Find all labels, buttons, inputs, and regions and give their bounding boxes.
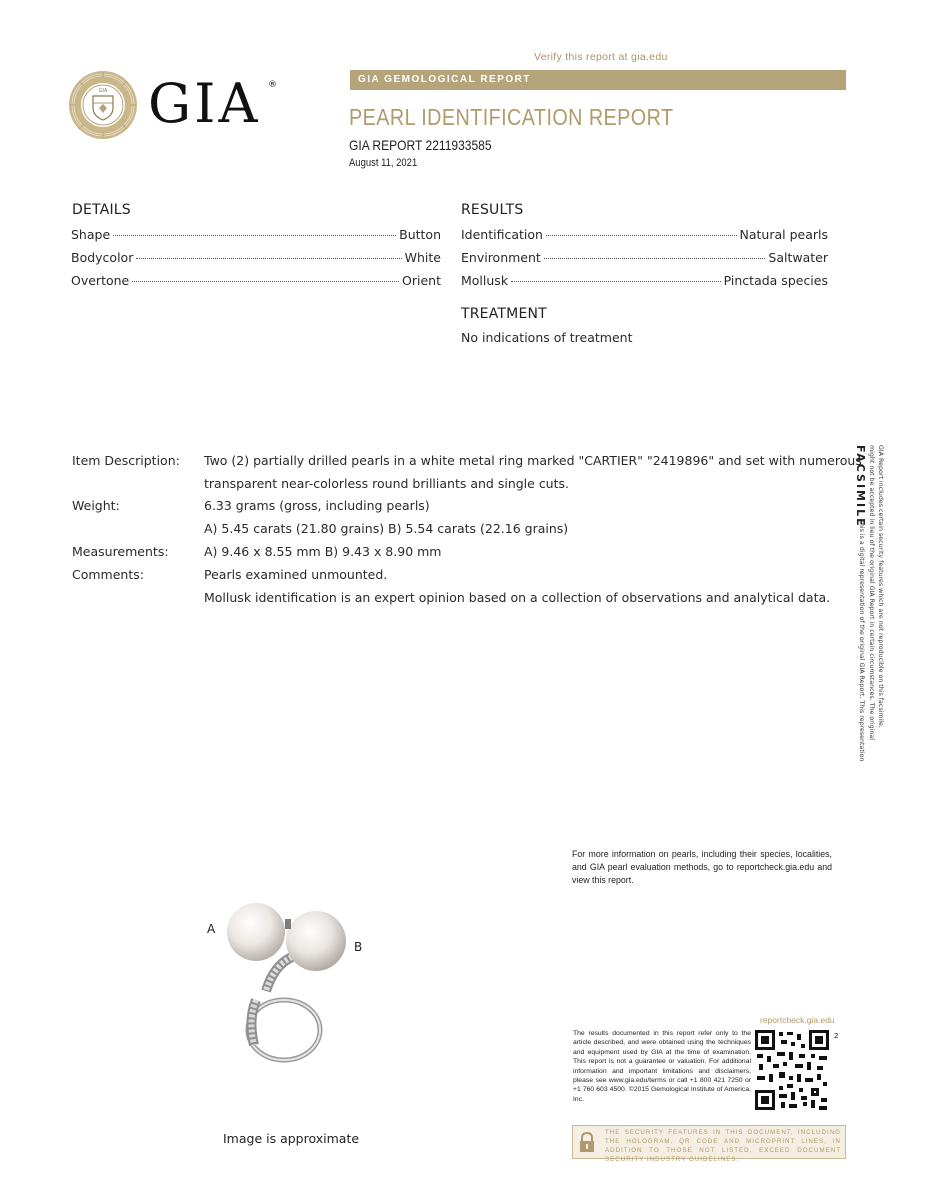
results-value: Pinctada species xyxy=(723,273,828,288)
results-label: Identification xyxy=(461,227,543,242)
verify-link[interactable]: Verify this report at gia.edu xyxy=(534,51,668,63)
disclaimer-text: The results documented in this report refer only to the article described, and were obtained using the techniques and equipment used by GIA at the time of examination. This report is not a guarantee or valuation. For additional information and important limitations and disclaimers, please see www.gia.edu/terms or call +1 800 421 7250 or +1 760 603 4500. ©2015 Gemological Institute of America, Inc. xyxy=(573,1030,751,1103)
report-number: GIA REPORT 2211933585 xyxy=(349,137,492,153)
report-band-text: GIA GEMOLOGICAL REPORT xyxy=(358,74,532,85)
weight-label: Weight: xyxy=(72,498,120,513)
more-info-text: For more information on pearls, including their species, localities, and GIA pearl evaluation methods, go to reportcheck.gia.edu and view this report. xyxy=(572,849,832,885)
weight-value: 6.33 grams (gross, including pearls) xyxy=(204,498,430,513)
results-label: Mollusk xyxy=(461,273,509,288)
dot-leader xyxy=(546,235,737,236)
dot-leader xyxy=(132,281,399,282)
gia-seal-icon xyxy=(68,70,138,140)
details-value: Button xyxy=(399,227,441,242)
gia-logo-text: GIA xyxy=(148,72,261,135)
ring-photo xyxy=(196,895,376,1070)
facsimile-line: GIA Report includes certain security features which are not reproducible on this facsimile. xyxy=(877,445,884,728)
report-date: August 11, 2021 xyxy=(349,157,418,169)
treatment-text: No indications of treatment xyxy=(461,330,633,345)
details-label: Shape xyxy=(71,227,111,242)
security-text: THE SECURITY FEATURES IN THIS DOCUMENT, INCLUDING THE HOLOGRAM, QR CODE AND MICROPRINT LINES, IN ADDITION TO THOSE NOT LISTED, EXCEED DOCUMENT SECURITY INDUSTRY GUIDELINES. xyxy=(605,1129,841,1163)
comments-value: Mollusk identification is an expert opinion based on a collection of observations and analytical data. xyxy=(204,590,831,605)
dot-leader xyxy=(113,235,396,236)
results-table xyxy=(461,227,828,296)
details-value: White xyxy=(404,250,441,265)
results-row xyxy=(461,227,828,250)
details-label: Bodycolor xyxy=(71,250,134,265)
results-row xyxy=(461,273,828,296)
pearl-b-label: B xyxy=(354,940,363,954)
details-label: Overtone xyxy=(71,273,130,288)
seal-text: GIA xyxy=(98,88,108,94)
dot-leader xyxy=(136,258,401,259)
pearl-b xyxy=(286,911,346,971)
item-description-line: transparent near-colorless round brilliants and single cuts. xyxy=(204,476,569,491)
pearl-a xyxy=(227,903,285,961)
details-row xyxy=(71,227,441,250)
treatment-heading: TREATMENT xyxy=(461,306,547,322)
facsimile-line: This is a digital representation of the original GIA Report. This representation xyxy=(858,519,865,762)
pearl-a-label: A xyxy=(207,922,216,936)
qr-number: 2 xyxy=(834,1032,839,1040)
facsimile-line: might not be accepted in lieu of the original GIA Report in certain circumstances. The original xyxy=(868,445,875,740)
results-value: Natural pearls xyxy=(739,227,828,242)
comments-label: Comments: xyxy=(72,567,144,582)
results-label: Environment xyxy=(461,250,541,265)
dot-leader xyxy=(511,281,721,282)
details-heading: DETAILS xyxy=(72,202,131,218)
lock-icon xyxy=(578,1131,596,1153)
facsimile-notice xyxy=(853,445,887,765)
details-table xyxy=(71,227,441,296)
results-heading: RESULTS xyxy=(461,202,524,218)
results-value: Saltwater xyxy=(768,250,828,265)
details-row xyxy=(71,273,441,296)
measurements-value: A) 9.46 x 8.55 mm B) 9.43 x 8.90 mm xyxy=(204,544,442,559)
item-description-label: Item Description: xyxy=(72,453,180,468)
facsimile-title: FACSIMILE xyxy=(854,445,867,528)
details-value: Orient xyxy=(402,273,441,288)
results-row xyxy=(461,250,828,273)
reportcheck-link[interactable]: reportcheck.gia.edu xyxy=(760,1015,835,1025)
item-description-line: Two (2) partially drilled pearls in a white metal ring marked "CARTIER" "2419896" and set with numerous xyxy=(204,453,862,468)
registered-mark: ® xyxy=(268,80,277,90)
details-row xyxy=(71,250,441,273)
weight-value: A) 5.45 carats (21.80 grains) B) 5.54 carats (22.16 grains) xyxy=(204,521,569,536)
dot-leader xyxy=(544,258,766,259)
comments-value: Pearls examined unmounted. xyxy=(204,567,388,582)
report-title: PEARL IDENTIFICATION REPORT xyxy=(349,104,674,130)
measurements-label: Measurements: xyxy=(72,544,169,559)
qr-code-icon[interactable] xyxy=(755,1030,829,1110)
image-caption: Image is approximate xyxy=(223,1131,360,1146)
